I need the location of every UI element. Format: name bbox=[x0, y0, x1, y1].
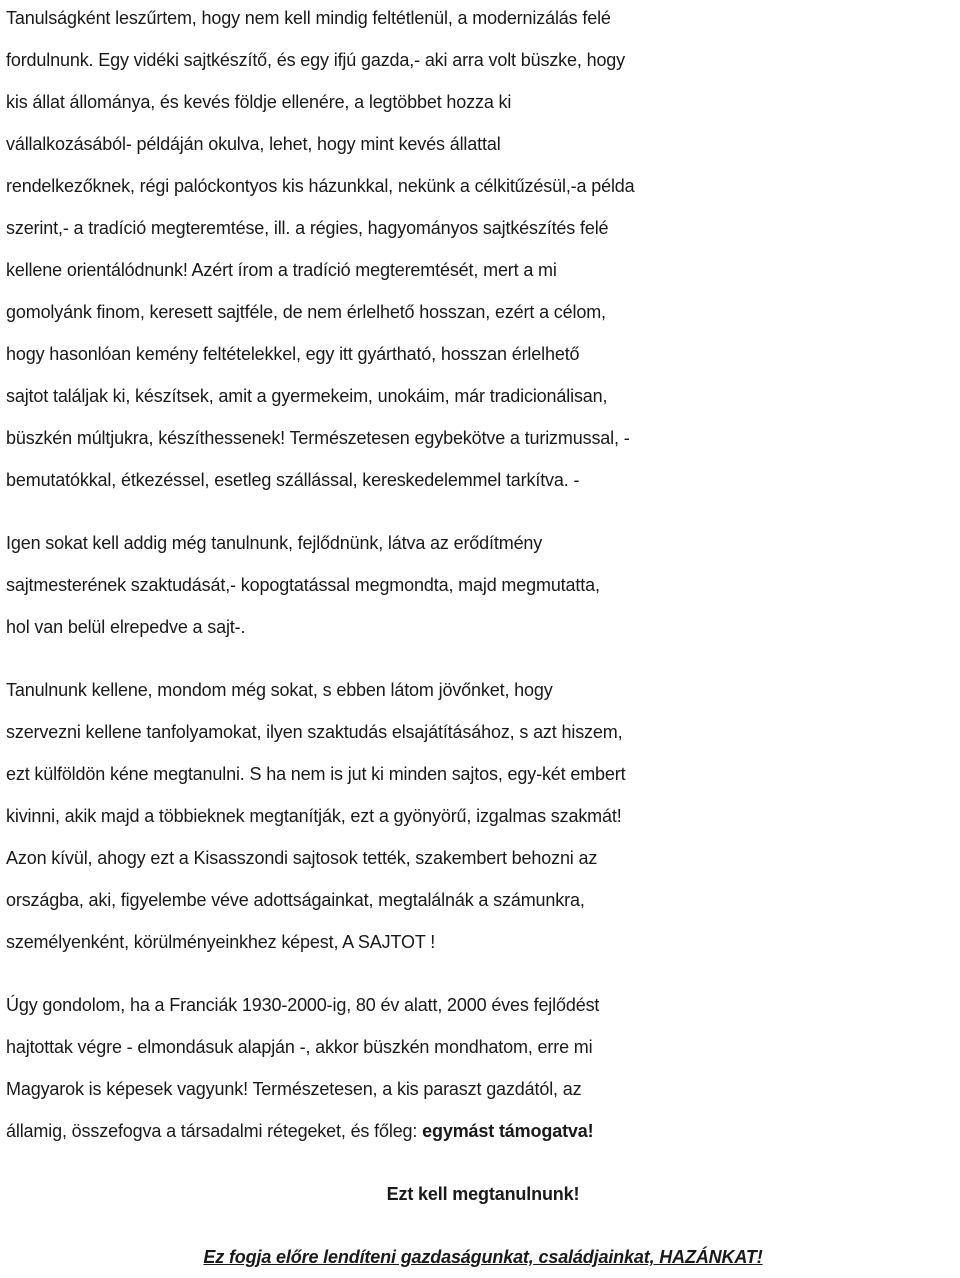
emphasized-text: Ez fogja előre lendíteni gazdaságunkat, családjainkat, HAZÁNKAT! bbox=[203, 1247, 763, 1267]
text-segment: szervezni kellene tanfolyamokat, ilyen szaktudás elsajátításához, s azt hiszem, bbox=[6, 722, 623, 742]
text-segment: kivinni, akik majd a többieknek megtanítják, ezt a gyönyörű, izgalmas szakmát! bbox=[6, 806, 622, 826]
text-line bbox=[6, 1026, 960, 1068]
text-line bbox=[6, 606, 960, 648]
text-line bbox=[6, 711, 960, 753]
text-segment: Azon kívül, ahogy ezt a Kisasszondi sajtosok tették, szakembert behozni az bbox=[6, 848, 598, 868]
paragraph bbox=[6, 984, 960, 1152]
text-line bbox=[6, 207, 960, 249]
document-page bbox=[6, 0, 960, 1278]
text-line bbox=[6, 795, 960, 837]
text-line bbox=[6, 417, 960, 459]
paragraph bbox=[6, 669, 960, 963]
text-line bbox=[6, 39, 960, 81]
text-segment: bemutatókkal, étkezéssel, esetleg szállással, kereskedelemmel tarkítva. - bbox=[6, 470, 580, 490]
text-line bbox=[6, 921, 960, 963]
text-line bbox=[6, 165, 960, 207]
text-segment: Tanulnunk kellene, mondom még sokat, s ebben látom jövőnket, hogy bbox=[6, 680, 553, 700]
text-segment: hajtottak végre - elmondásuk alapján -, akkor büszkén mondhatom, erre mi bbox=[6, 1037, 593, 1057]
text-segment: gomolyánk finom, keresett sajtféle, de nem érlelhető hosszan, ezért a célom, bbox=[6, 302, 606, 322]
text-line bbox=[6, 333, 960, 375]
text-segment: sajtot találjak ki, készítsek, amit a gyermekeim, unokáim, már tradicionálisan, bbox=[6, 386, 608, 406]
emphasized-text: Ezt kell megtanulnunk! bbox=[386, 1184, 580, 1204]
paragraph bbox=[6, 1173, 960, 1215]
text-line bbox=[6, 1236, 960, 1278]
text-segment: Tanulságként leszűrtem, hogy nem kell mindig feltétlenül, a modernizálás felé bbox=[6, 8, 611, 28]
text-line bbox=[6, 291, 960, 333]
text-line bbox=[6, 249, 960, 291]
text-line bbox=[6, 879, 960, 921]
text-segment: sajtmesterének szaktudását,- kopogtatással megmondta, majd megmutatta, bbox=[6, 575, 600, 595]
text-line bbox=[6, 753, 960, 795]
text-line bbox=[6, 1173, 960, 1215]
text-segment: kis állat állománya, és kevés földje ellenére, a legtöbbet hozza ki bbox=[6, 92, 512, 112]
text-segment: kellene orientálódnunk! Azért írom a tradíció megteremtését, mert a mi bbox=[6, 260, 557, 280]
text-segment: hol van belül elrepedve a sajt-. bbox=[6, 617, 246, 637]
text-segment: országba, aki, figyelembe véve adottságainkat, megtalálnák a számunkra, bbox=[6, 890, 585, 910]
text-line bbox=[6, 837, 960, 879]
paragraph bbox=[6, 1236, 960, 1278]
text-line bbox=[6, 375, 960, 417]
paragraph bbox=[6, 0, 960, 501]
text-segment: államig, összefogva a társadalmi rétegeket, és főleg: bbox=[6, 1121, 423, 1141]
text-segment: személyenként, körülményeinkhez képest, A SAJTOT ! bbox=[6, 932, 436, 952]
text-line bbox=[6, 564, 960, 606]
text-segment: szerint,- a tradíció megteremtése, ill. a régies, hagyományos sajtkészítés felé bbox=[6, 218, 609, 238]
text-line bbox=[6, 81, 960, 123]
text-segment: hogy hasonlóan kemény feltételekkel, egy itt gyártható, hosszan érlelhető bbox=[6, 344, 580, 364]
text-segment: Úgy gondolom, ha a Franciák 1930-2000-ig, 80 év alatt, 2000 éves fejlődést bbox=[6, 995, 600, 1015]
text-line bbox=[6, 0, 960, 39]
paragraph bbox=[6, 522, 960, 648]
text-line bbox=[6, 1068, 960, 1110]
text-line bbox=[6, 1110, 960, 1152]
text-segment: ezt külföldön kéne megtanulni. S ha nem is jut ki minden sajtos, egy-két embert bbox=[6, 764, 626, 784]
text-line bbox=[6, 669, 960, 711]
emphasized-text: egymást támogatva! bbox=[422, 1121, 594, 1141]
text-segment: Igen sokat kell addig még tanulnunk, fejlődnünk, látva az erődítmény bbox=[6, 533, 543, 553]
text-segment: rendelkezőknek, régi palóckontyos kis házunkkal, nekünk a célkitűzésül,-a példa bbox=[6, 176, 635, 196]
text-segment: fordulnunk. Egy vidéki sajtkészítő, és egy ifjú gazda,- aki arra volt büszke, hogy bbox=[6, 50, 626, 70]
text-line bbox=[6, 522, 960, 564]
text-segment: büszkén múltjukra, készíthessenek! Természetesen egybekötve a turizmussal, - bbox=[6, 428, 630, 448]
text-line bbox=[6, 123, 960, 165]
text-segment: Magyarok is képesek vagyunk! Természetesen, a kis paraszt gazdától, az bbox=[6, 1079, 582, 1099]
text-segment: vállalkozásából- példáján okulva, lehet, hogy mint kevés állattal bbox=[6, 134, 501, 154]
text-line bbox=[6, 459, 960, 501]
text-line bbox=[6, 984, 960, 1026]
